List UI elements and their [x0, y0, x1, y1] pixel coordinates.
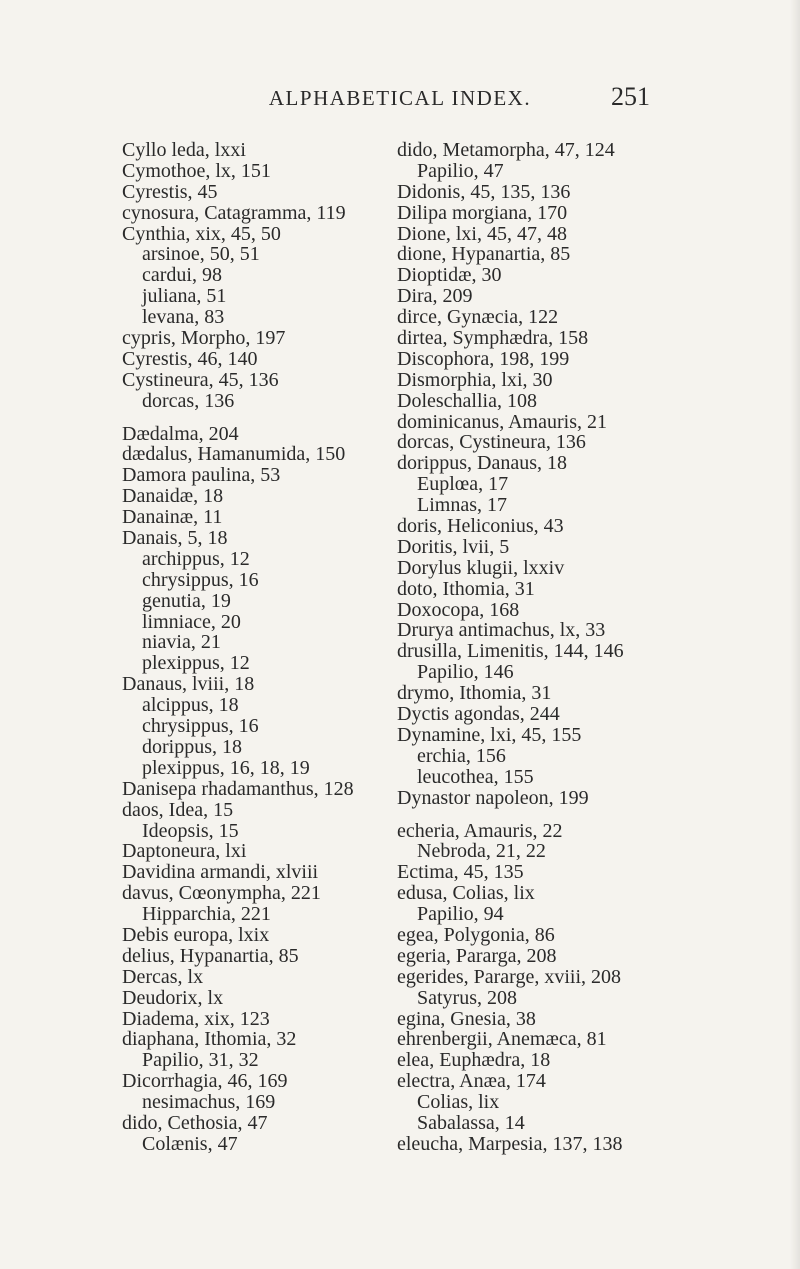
index-entry: dorippus, Danaus, 18: [397, 452, 567, 475]
index-subentry: plexippus, 16, 18, 19: [142, 756, 310, 779]
index-entry: Danainæ, 11: [122, 506, 223, 529]
index-subentry: plexippus, 12: [142, 652, 250, 675]
index-subentry: limniace, 20: [142, 610, 241, 633]
index-subentry: chrysippus, 16: [142, 568, 259, 591]
index-subentry: Satyrus, 208: [417, 986, 517, 1009]
index-subentry: Nebroda, 21, 22: [417, 840, 546, 863]
index-entry: Cymothoe, lx, 151: [122, 159, 271, 182]
index-entry: Daptoneura, lxi: [122, 840, 247, 863]
index-entry: cypris, Morpho, 197: [122, 327, 286, 350]
index-entry: Debis europa, lxix: [122, 923, 270, 946]
index-entry: dirce, Gynæcia, 122: [397, 306, 559, 329]
index-entry: Dercas, lx: [122, 965, 204, 988]
index-entry: Danaus, lviii, 18: [122, 673, 255, 696]
index-entry: Danaidæ, 18: [122, 485, 224, 508]
index-entry: Diadema, xix, 123: [122, 1007, 270, 1030]
index-subentry: Papilio, 31, 32: [142, 1049, 259, 1072]
index-entry: Cyllo leda, lxxi: [122, 139, 246, 161]
index-entry: dorcas, Cystineura, 136: [397, 431, 586, 454]
index-entry: electra, Anæa, 174: [397, 1070, 546, 1093]
index-entry: Didonis, 45, 135, 136: [397, 180, 571, 203]
index-entry: eleucha, Marpesia, 137, 138: [397, 1132, 623, 1155]
index-entry: Dira, 209: [397, 285, 473, 308]
index-entry: Cynthia, xix, 45, 50: [122, 222, 281, 245]
index-entry: Dyctis agondas, 244: [397, 703, 560, 726]
index-entry: dirtea, Symphædra, 158: [397, 327, 589, 350]
index-entry: egeria, Pararga, 208: [397, 944, 557, 967]
index-entry: Drurya antimachus, lx, 33: [397, 619, 606, 642]
index-entry: Cyrestis, 46, 140: [122, 347, 258, 370]
index-entry: Dione, lxi, 45, 47, 48: [397, 222, 567, 245]
index-entry: Cyrestis, 45: [122, 180, 218, 203]
index-entry: Dorylus klugii, lxxiv: [397, 556, 565, 579]
index-subentry: levana, 83: [142, 306, 225, 329]
index-subentry: Euplœa, 17: [417, 473, 509, 496]
index-entry: ehrenbergii, Anemæca, 81: [397, 1028, 607, 1051]
index-entry: drymo, Ithomia, 31: [397, 682, 552, 705]
index-entry: Dicorrhagia, 46, 169: [122, 1070, 288, 1093]
index-subentry: Papilio, 94: [417, 903, 504, 926]
index-entry: Danisepa rhadamanthus, 128: [122, 777, 354, 800]
index-entry: Doleschallia, 108: [397, 389, 537, 412]
index-subentry: arsinoe, 50, 51: [142, 243, 260, 266]
index-entry: Discophora, 198, 199: [397, 347, 570, 370]
index-entry: Dioptidæ, 30: [397, 264, 502, 287]
index-subentry: niavia, 21: [142, 631, 221, 654]
index-subentry: Papilio, 47: [417, 159, 504, 182]
index-entry: edusa, Colias, lix: [397, 882, 535, 905]
index-entry: diaphana, Ithomia, 32: [122, 1028, 297, 1051]
index-entry: Deudorix, lx: [122, 986, 224, 1009]
index-entry: Doritis, lvii, 5: [397, 535, 510, 558]
index-subentry: Ideopsis, 15: [142, 819, 239, 842]
index-entry: Doxocopa, 168: [397, 598, 520, 621]
index-entry: Dædalma, 204: [122, 422, 239, 445]
index-column-right: [397, 140, 727, 1155]
page-number: 251: [611, 82, 650, 111]
index-subentry: cardui, 98: [142, 264, 222, 287]
index-entry: echeria, Amauris, 22: [397, 819, 563, 842]
index-subentry: Hipparchia, 221: [142, 903, 271, 926]
index-subentry: nesimachus, 169: [142, 1091, 276, 1114]
index-entry: drusilla, Limenitis, 144, 146: [397, 640, 624, 663]
index-subentry: alcippus, 18: [142, 694, 239, 717]
index-entry: Davidina armandi, xlviii: [122, 861, 319, 884]
index-entry: dido, Metamorpha, 47, 124: [397, 139, 615, 161]
index-entry: egerides, Pararge, xviii, 208: [397, 965, 622, 988]
index-entry: egina, Gnesia, 38: [397, 1007, 536, 1030]
index-entry: doto, Ithomia, 31: [397, 577, 535, 600]
index-subentry: Papilio, 146: [417, 661, 514, 684]
index-entry: Damora paulina, 53: [122, 464, 281, 487]
index-entry: dædalus, Hamanumida, 150: [122, 443, 346, 466]
index-entry: davus, Cœonympha, 221: [122, 882, 321, 905]
index-subentry: chrysippus, 16: [142, 715, 259, 738]
index-entry: Dynamine, lxi, 45, 155: [397, 723, 582, 746]
index-subentry: Colias, lix: [417, 1091, 500, 1114]
index-entry: Danais, 5, 18: [122, 527, 228, 550]
index-entry: Dynastor napoleon, 199: [397, 786, 589, 809]
index-entry: doris, Heliconius, 43: [397, 515, 564, 538]
index-subentry: dorippus, 18: [142, 735, 242, 758]
index-subentry: Colænis, 47: [142, 1132, 238, 1155]
index-subentry: erchia, 156: [417, 744, 506, 767]
index-entry: dione, Hypanartia, 85: [397, 243, 571, 266]
index-entry: Ectima, 45, 135: [397, 861, 524, 884]
index-subentry: juliana, 51: [142, 285, 227, 308]
index-entry: Dilipa morgiana, 170: [397, 201, 568, 224]
index-entry: Cystineura, 45, 136: [122, 368, 279, 391]
index-subentry: dorcas, 136: [142, 389, 235, 412]
index-subentry: Sabalassa, 14: [417, 1111, 525, 1134]
index-subentry: genutia, 19: [142, 589, 231, 612]
index-subentry: archippus, 12: [142, 547, 250, 570]
index-entry: dido, Cethosia, 47: [122, 1111, 268, 1134]
index-subentry: leucothea, 155: [417, 765, 534, 788]
index-entry: elea, Euphædra, 18: [397, 1049, 551, 1072]
index-entry: daos, Idea, 15: [122, 798, 234, 821]
index-entry: egea, Polygonia, 86: [397, 923, 555, 946]
index-entry: Dismorphia, lxi, 30: [397, 368, 553, 391]
index-entry: cynosura, Catagramma, 119: [122, 201, 346, 224]
running-header: ALPHABETICAL INDEX.: [268, 86, 532, 110]
index-subentry: Limnas, 17: [417, 494, 507, 517]
index-entry: delius, Hypanartia, 85: [122, 944, 299, 967]
page-edge-shadow: [790, 0, 800, 1269]
index-entry: dominicanus, Amauris, 21: [397, 410, 607, 433]
